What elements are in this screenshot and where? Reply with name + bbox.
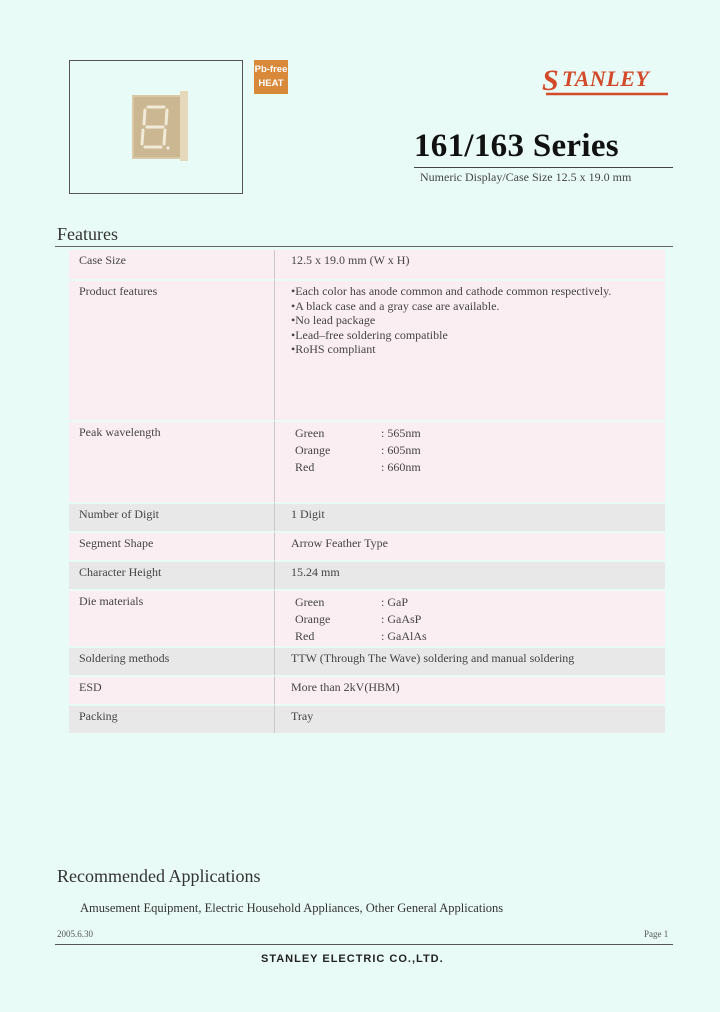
value-line: 1 Digit xyxy=(291,507,325,521)
row-peak-wavelength xyxy=(69,420,665,502)
row-packing xyxy=(69,704,665,733)
value-line: •RoHS compliant xyxy=(291,342,376,356)
title-divider xyxy=(414,167,673,168)
features-divider xyxy=(55,246,673,247)
color-value: : 565nm xyxy=(381,426,421,440)
color-pair xyxy=(291,628,664,645)
color-pair xyxy=(291,425,664,442)
value-line: •A black case and a gray case are available. xyxy=(291,298,500,313)
value-line: More than 2kV(HBM) xyxy=(291,680,400,694)
row-value xyxy=(274,646,665,675)
row-value xyxy=(274,704,665,733)
row-label: Character Height xyxy=(69,560,274,589)
row-label: Soldering methods xyxy=(69,646,274,675)
footer-page-number: Page 1 xyxy=(644,929,669,939)
value-line: 15.24 mm xyxy=(291,565,340,579)
footer-company-name: STANLEY ELECTRIC CO.,LTD. xyxy=(261,953,444,965)
applications-heading: Recommended Applications xyxy=(57,866,261,886)
row-label: Peak wavelength xyxy=(69,420,274,502)
applications-text: Amusement Equipment, Electric Household Appliances, Other General Applications xyxy=(80,901,504,915)
row-label: Die materials xyxy=(69,589,274,646)
row-value xyxy=(274,279,665,420)
footer-divider xyxy=(55,944,673,945)
seven-segment-display-image xyxy=(132,91,188,161)
row-value xyxy=(274,675,665,704)
row-label: Segment Shape xyxy=(69,531,274,560)
row-number-of-digit xyxy=(69,502,665,531)
row-label: Product features xyxy=(69,279,274,420)
value-line: TTW (Through The Wave) soldering and manual soldering xyxy=(291,651,575,665)
row-label: ESD xyxy=(69,675,274,704)
row-value xyxy=(274,502,665,531)
row-case-size xyxy=(69,250,665,279)
badge-line-2: HEAT xyxy=(258,78,284,89)
row-esd xyxy=(69,675,665,704)
features-heading: Features xyxy=(57,224,118,244)
value-line: •Each color has anode common and cathode common respectively. xyxy=(291,284,612,298)
value-line: 12.5 x 19.0 mm (W x H) xyxy=(291,253,410,267)
footer-date: 2005.6.30 xyxy=(57,929,93,939)
row-character-height xyxy=(69,560,665,589)
color-pair xyxy=(291,611,664,628)
color-name: Orange xyxy=(295,612,331,626)
stanley-logo xyxy=(540,50,674,100)
badge-line-1: Pb-free xyxy=(254,64,288,75)
row-value xyxy=(274,250,665,279)
color-value: : GaP xyxy=(381,595,408,609)
row-value xyxy=(274,420,665,502)
row-value xyxy=(274,560,665,589)
row-soldering-methods xyxy=(69,646,665,675)
color-pair xyxy=(291,459,664,476)
value-line: •No lead package xyxy=(291,313,376,327)
pb-free-heat-badge xyxy=(254,60,288,94)
product-photo-frame xyxy=(69,60,243,194)
color-name: Red xyxy=(295,460,315,474)
color-name: Orange xyxy=(295,443,331,457)
color-value: : GaAsP xyxy=(381,612,422,626)
row-value xyxy=(274,589,665,646)
color-pair xyxy=(291,594,664,611)
color-name: Green xyxy=(295,595,325,609)
color-name: Green xyxy=(295,426,325,440)
color-pair xyxy=(291,442,664,459)
svg-text:TANLEY: TANLEY xyxy=(562,66,650,91)
row-die-materials xyxy=(69,589,665,646)
series-subtitle: Numeric Display/Case Size 12.5 x 19.0 mm xyxy=(420,170,632,184)
value-line: •Lead–free soldering compatible xyxy=(291,327,448,342)
color-name: Red xyxy=(295,629,315,643)
features-table xyxy=(69,250,665,733)
row-label: Number of Digit xyxy=(69,502,274,531)
series-title: 161/163 Series xyxy=(414,128,619,164)
color-value: : 605nm xyxy=(381,443,421,457)
color-value: : 660nm xyxy=(381,460,421,474)
color-value: : GaAlAs xyxy=(381,629,427,643)
row-label: Packing xyxy=(69,704,274,733)
row-value xyxy=(274,531,665,560)
row-product-features xyxy=(69,279,665,420)
svg-text:S: S xyxy=(542,64,559,97)
value-line: Arrow Feather Type xyxy=(291,536,388,550)
value-line: Tray xyxy=(291,709,314,723)
row-label: Case Size xyxy=(69,250,274,279)
row-segment-shape xyxy=(69,531,665,560)
